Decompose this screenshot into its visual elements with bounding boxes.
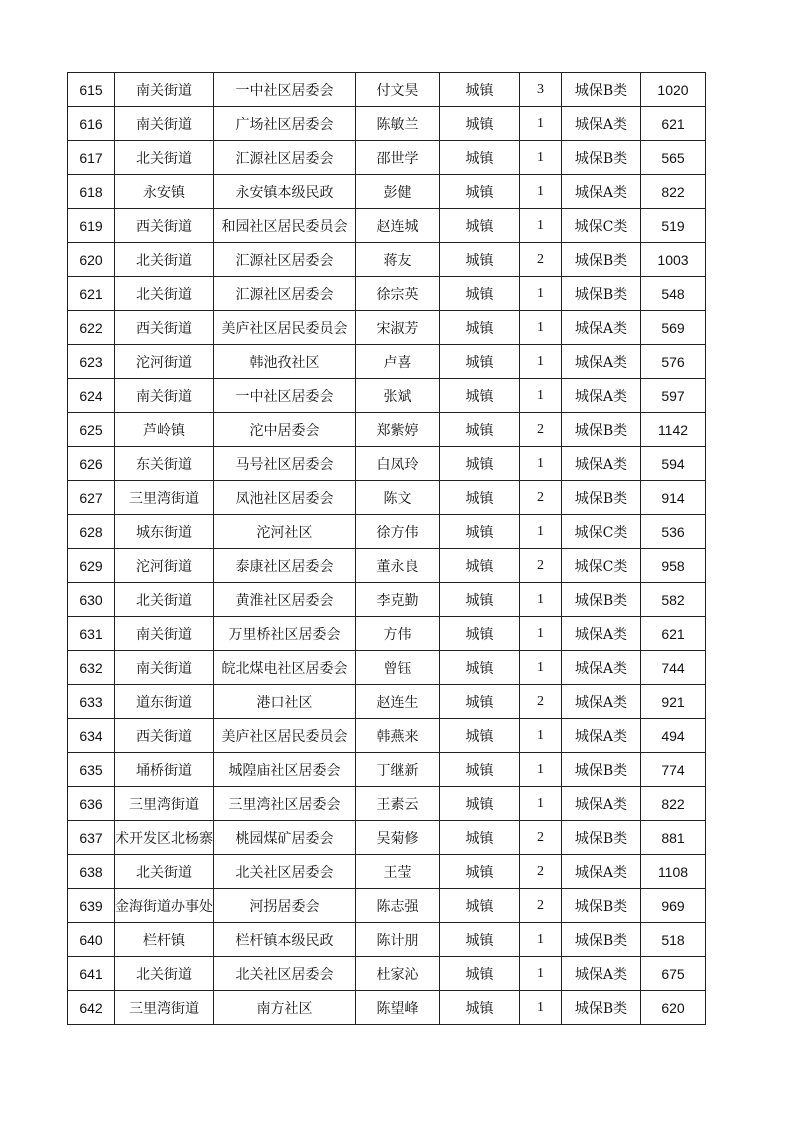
person-name-cell: 陈文 [356,481,440,515]
table-row [68,651,706,685]
community-cell: 广场社区居委会 [214,107,356,141]
table-row [68,549,706,583]
area-type-cell: 城镇 [440,209,520,243]
relief-category-cell: 城保A类 [562,651,641,685]
relief-category-cell: 城保B类 [562,991,641,1025]
community-cell: 港口社区 [214,685,356,719]
person-name-cell: 陈志强 [356,889,440,923]
household-count-cell: 1 [520,583,562,617]
area-type-cell: 城镇 [440,447,520,481]
person-name-cell: 陈计朋 [356,923,440,957]
row-number-cell: 641 [68,957,115,991]
household-count-cell: 2 [520,855,562,889]
row-number-cell: 640 [68,923,115,957]
person-name-cell: 郑紫婷 [356,413,440,447]
community-cell: 桃园煤矿居委会 [214,821,356,855]
table-row [68,243,706,277]
area-type-cell: 城镇 [440,107,520,141]
relief-category-cell: 城保C类 [562,209,641,243]
table-row [68,379,706,413]
relief-category-cell: 城保A类 [562,345,641,379]
relief-category-cell: 城保B类 [562,753,641,787]
street-cell: 三里湾街道 [115,787,214,821]
community-cell: 万里桥社区居委会 [214,617,356,651]
street-cell: 三里湾街道 [115,991,214,1025]
amount-cell: 921 [641,685,706,719]
street-cell: 南关街道 [115,617,214,651]
relief-category-cell: 城保B类 [562,923,641,957]
table-row [68,821,706,855]
street-cell: 术开发区北杨寨 [115,821,214,855]
area-type-cell: 城镇 [440,787,520,821]
row-number-cell: 628 [68,515,115,549]
community-cell: 南方社区 [214,991,356,1025]
relief-category-cell: 城保B类 [562,141,641,175]
relief-category-cell: 城保B类 [562,821,641,855]
person-name-cell: 陈敏兰 [356,107,440,141]
person-name-cell: 赵连生 [356,685,440,719]
person-name-cell: 王素云 [356,787,440,821]
community-cell: 汇源社区居委会 [214,141,356,175]
relief-category-cell: 城保A类 [562,107,641,141]
area-type-cell: 城镇 [440,413,520,447]
row-number-cell: 634 [68,719,115,753]
community-cell: 三里湾社区居委会 [214,787,356,821]
area-type-cell: 城镇 [440,73,520,107]
amount-cell: 536 [641,515,706,549]
area-type-cell: 城镇 [440,549,520,583]
amount-cell: 675 [641,957,706,991]
row-number-cell: 637 [68,821,115,855]
area-type-cell: 城镇 [440,175,520,209]
community-cell: 皖北煤电社区居委会 [214,651,356,685]
area-type-cell: 城镇 [440,889,520,923]
row-number-cell: 621 [68,277,115,311]
relief-category-cell: 城保B类 [562,277,641,311]
amount-cell: 594 [641,447,706,481]
person-name-cell: 蒋友 [356,243,440,277]
area-type-cell: 城镇 [440,855,520,889]
amount-cell: 969 [641,889,706,923]
community-cell: 汇源社区居委会 [214,277,356,311]
area-type-cell: 城镇 [440,311,520,345]
street-cell: 北关街道 [115,141,214,175]
household-count-cell: 1 [520,753,562,787]
community-cell: 沱河社区 [214,515,356,549]
household-count-cell: 1 [520,719,562,753]
community-cell: 韩池孜社区 [214,345,356,379]
household-count-cell: 1 [520,991,562,1025]
area-type-cell: 城镇 [440,583,520,617]
amount-cell: 621 [641,617,706,651]
street-cell: 永安镇 [115,175,214,209]
row-number-cell: 619 [68,209,115,243]
amount-cell: 1142 [641,413,706,447]
row-number-cell: 618 [68,175,115,209]
table-row [68,787,706,821]
relief-category-cell: 城保A类 [562,175,641,209]
street-cell: 金海街道办事处 [115,889,214,923]
relief-roster-table [67,72,706,1025]
amount-cell: 620 [641,991,706,1025]
household-count-cell: 1 [520,107,562,141]
household-count-cell: 1 [520,957,562,991]
roster-body [68,73,706,1025]
table-row [68,753,706,787]
relief-category-cell: 城保B类 [562,889,641,923]
row-number-cell: 636 [68,787,115,821]
relief-category-cell: 城保A类 [562,719,641,753]
table-row [68,209,706,243]
street-cell: 北关街道 [115,583,214,617]
household-count-cell: 2 [520,821,562,855]
area-type-cell: 城镇 [440,719,520,753]
area-type-cell: 城镇 [440,515,520,549]
area-type-cell: 城镇 [440,923,520,957]
table-row [68,855,706,889]
row-number-cell: 635 [68,753,115,787]
area-type-cell: 城镇 [440,821,520,855]
row-number-cell: 642 [68,991,115,1025]
relief-category-cell: 城保B类 [562,243,641,277]
community-cell: 和园社区居民委员会 [214,209,356,243]
row-number-cell: 624 [68,379,115,413]
area-type-cell: 城镇 [440,651,520,685]
street-cell: 埇桥街道 [115,753,214,787]
table-row [68,447,706,481]
person-name-cell: 丁继新 [356,753,440,787]
household-count-cell: 2 [520,685,562,719]
street-cell: 芦岭镇 [115,413,214,447]
row-number-cell: 616 [68,107,115,141]
person-name-cell: 王莹 [356,855,440,889]
row-number-cell: 631 [68,617,115,651]
relief-category-cell: 城保A类 [562,855,641,889]
household-count-cell: 3 [520,73,562,107]
area-type-cell: 城镇 [440,379,520,413]
amount-cell: 548 [641,277,706,311]
area-type-cell: 城镇 [440,991,520,1025]
street-cell: 南关街道 [115,379,214,413]
street-cell: 南关街道 [115,651,214,685]
row-number-cell: 633 [68,685,115,719]
household-count-cell: 2 [520,889,562,923]
street-cell: 沱河街道 [115,345,214,379]
community-cell: 泰康社区居委会 [214,549,356,583]
street-cell: 东关街道 [115,447,214,481]
amount-cell: 576 [641,345,706,379]
household-count-cell: 2 [520,413,562,447]
area-type-cell: 城镇 [440,753,520,787]
table-row [68,481,706,515]
table-row [68,685,706,719]
community-cell: 一中社区居委会 [214,379,356,413]
amount-cell: 1020 [641,73,706,107]
relief-category-cell: 城保C类 [562,515,641,549]
household-count-cell: 1 [520,515,562,549]
household-count-cell: 1 [520,379,562,413]
row-number-cell: 622 [68,311,115,345]
amount-cell: 1108 [641,855,706,889]
street-cell: 城东街道 [115,515,214,549]
table-row [68,345,706,379]
person-name-cell: 李克勤 [356,583,440,617]
amount-cell: 569 [641,311,706,345]
street-cell: 北关街道 [115,855,214,889]
person-name-cell: 韩燕来 [356,719,440,753]
person-name-cell: 曾钰 [356,651,440,685]
relief-category-cell: 城保A类 [562,617,641,651]
relief-category-cell: 城保A类 [562,379,641,413]
relief-category-cell: 城保B类 [562,413,641,447]
amount-cell: 494 [641,719,706,753]
table-row [68,311,706,345]
street-cell: 西关街道 [115,719,214,753]
community-cell: 美庐社区居民委员会 [214,719,356,753]
household-count-cell: 2 [520,549,562,583]
community-cell: 黄淮社区居委会 [214,583,356,617]
amount-cell: 914 [641,481,706,515]
table-row [68,141,706,175]
table-row [68,277,706,311]
row-number-cell: 626 [68,447,115,481]
area-type-cell: 城镇 [440,243,520,277]
row-number-cell: 627 [68,481,115,515]
relief-category-cell: 城保B类 [562,481,641,515]
household-count-cell: 1 [520,447,562,481]
relief-category-cell: 城保C类 [562,549,641,583]
table-row [68,73,706,107]
row-number-cell: 638 [68,855,115,889]
community-cell: 美庐社区居民委员会 [214,311,356,345]
person-name-cell: 张斌 [356,379,440,413]
relief-category-cell: 城保B类 [562,583,641,617]
row-number-cell: 623 [68,345,115,379]
amount-cell: 881 [641,821,706,855]
amount-cell: 582 [641,583,706,617]
amount-cell: 822 [641,787,706,821]
area-type-cell: 城镇 [440,345,520,379]
community-cell: 凤池社区居委会 [214,481,356,515]
table-row [68,413,706,447]
row-number-cell: 629 [68,549,115,583]
row-number-cell: 639 [68,889,115,923]
street-cell: 沱河街道 [115,549,214,583]
person-name-cell: 杜家沁 [356,957,440,991]
community-cell: 城隍庙社区居委会 [214,753,356,787]
area-type-cell: 城镇 [440,685,520,719]
household-count-cell: 1 [520,617,562,651]
table-row [68,617,706,651]
household-count-cell: 1 [520,209,562,243]
table-row [68,583,706,617]
row-number-cell: 630 [68,583,115,617]
table-row [68,889,706,923]
amount-cell: 958 [641,549,706,583]
row-number-cell: 615 [68,73,115,107]
row-number-cell: 620 [68,243,115,277]
community-cell: 沱中居委会 [214,413,356,447]
street-cell: 北关街道 [115,277,214,311]
household-count-cell: 2 [520,243,562,277]
table-row [68,107,706,141]
table-row [68,957,706,991]
area-type-cell: 城镇 [440,481,520,515]
person-name-cell: 付文昊 [356,73,440,107]
person-name-cell: 白凤玲 [356,447,440,481]
community-cell: 一中社区居委会 [214,73,356,107]
relief-category-cell: 城保A类 [562,311,641,345]
person-name-cell: 邵世学 [356,141,440,175]
amount-cell: 519 [641,209,706,243]
person-name-cell: 宋淑芳 [356,311,440,345]
household-count-cell: 2 [520,481,562,515]
street-cell: 道东街道 [115,685,214,719]
household-count-cell: 1 [520,141,562,175]
table-row [68,719,706,753]
area-type-cell: 城镇 [440,957,520,991]
street-cell: 西关街道 [115,209,214,243]
amount-cell: 597 [641,379,706,413]
amount-cell: 565 [641,141,706,175]
street-cell: 北关街道 [115,243,214,277]
household-count-cell: 1 [520,277,562,311]
person-name-cell: 徐方伟 [356,515,440,549]
area-type-cell: 城镇 [440,277,520,311]
household-count-cell: 1 [520,787,562,821]
community-cell: 河拐居委会 [214,889,356,923]
household-count-cell: 1 [520,175,562,209]
household-count-cell: 1 [520,311,562,345]
table-row [68,991,706,1025]
row-number-cell: 617 [68,141,115,175]
row-number-cell: 625 [68,413,115,447]
relief-category-cell: 城保A类 [562,447,641,481]
person-name-cell: 吴菊修 [356,821,440,855]
relief-category-cell: 城保B类 [562,73,641,107]
community-cell: 马号社区居委会 [214,447,356,481]
household-count-cell: 1 [520,651,562,685]
street-cell: 北关街道 [115,957,214,991]
person-name-cell: 陈望峰 [356,991,440,1025]
amount-cell: 822 [641,175,706,209]
amount-cell: 744 [641,651,706,685]
table-row [68,923,706,957]
row-number-cell: 632 [68,651,115,685]
street-cell: 栏杆镇 [115,923,214,957]
community-cell: 北关社区居委会 [214,855,356,889]
street-cell: 西关街道 [115,311,214,345]
street-cell: 南关街道 [115,73,214,107]
amount-cell: 621 [641,107,706,141]
community-cell: 永安镇本级民政 [214,175,356,209]
area-type-cell: 城镇 [440,141,520,175]
relief-category-cell: 城保A类 [562,787,641,821]
relief-category-cell: 城保A类 [562,685,641,719]
person-name-cell: 方伟 [356,617,440,651]
street-cell: 南关街道 [115,107,214,141]
community-cell: 汇源社区居委会 [214,243,356,277]
community-cell: 北关社区居委会 [214,957,356,991]
household-count-cell: 1 [520,345,562,379]
household-count-cell: 1 [520,923,562,957]
person-name-cell: 赵连城 [356,209,440,243]
person-name-cell: 董永良 [356,549,440,583]
person-name-cell: 徐宗英 [356,277,440,311]
relief-category-cell: 城保A类 [562,957,641,991]
person-name-cell: 彭健 [356,175,440,209]
community-cell: 栏杆镇本级民政 [214,923,356,957]
amount-cell: 774 [641,753,706,787]
table-row [68,175,706,209]
table-row [68,515,706,549]
person-name-cell: 卢喜 [356,345,440,379]
amount-cell: 1003 [641,243,706,277]
area-type-cell: 城镇 [440,617,520,651]
street-cell: 三里湾街道 [115,481,214,515]
amount-cell: 518 [641,923,706,957]
